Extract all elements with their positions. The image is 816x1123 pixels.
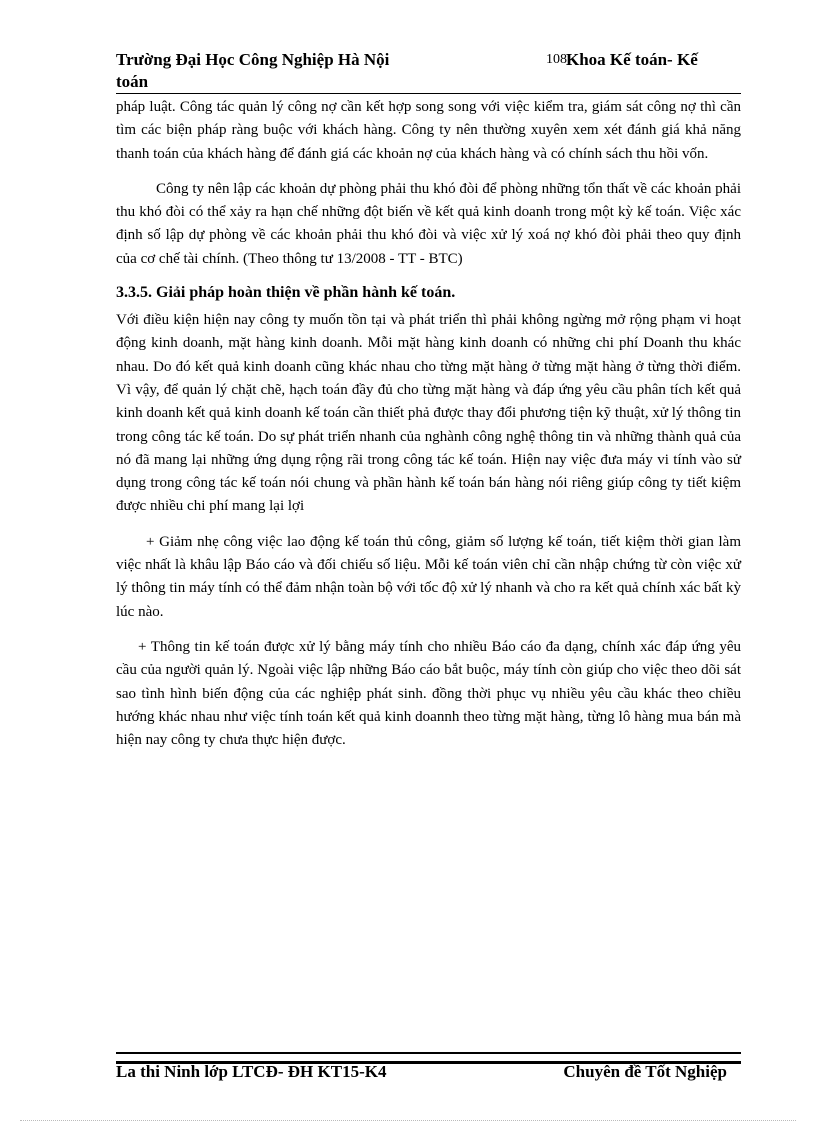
header-divider [116,93,741,94]
paragraph-debt-management: pháp luật. Công tác quản lý công nợ cần kết hợp song song với việc kiểm tra, giám sát công nợ thì cần tìm các biện pháp ràng buộc với khách hàng. Công ty nên thường xuyên xem xét đánh giá khả năng thanh toán của khách hàng để đánh giá các khoản nợ của khách hàng và có chính sách thu hồi vốn. [116,99,741,162]
student-info: La thi Ninh lớp LTCĐ- ĐH KT15-K4 [116,1062,387,1081]
page-number: 108 [546,52,567,67]
page-footer [116,1062,741,1086]
department-name-continued: toán [116,72,149,91]
page-header [116,50,741,94]
paragraph-benefit-2: + Thông tin kế toán được xử lý bằng máy tính cho nhiều Báo cáo đa dạng, chính xác đáp ứng yêu cầu của người quản lý. Ngoài việc lập những Báo cáo bắt buộc, máy tính còn giúp cho việc theo dõi sát sao tình hình biến động của các nghiệp phát sinh. đồng thời phục vụ nhiều yêu cầu khác theo chiều hướng khác nhau như việc tính toán kết quả kinh doannh theo từng mặt hàng, từng lô hàng mua bán mà hiện nay công ty chưa thực hiện được. [116,638,741,749]
department-name: Khoa Kế toán- Kế [566,50,698,69]
page-edge-dotted-line [20,1120,796,1121]
school-name: Trường Đại Học Công Nghiệp Hà Nội [116,50,390,69]
section-heading: 3.3.5. Giải pháp hoàn thiện về phần hành kế toán. [116,284,456,302]
thesis-title: Chuyên đề Tốt Nghiệp [563,1062,727,1081]
page-body [116,96,741,752]
paragraph-bad-debt-provision: Công ty nên lập các khoản dự phòng phải thu khó đòi để phòng những tổn thất về các khoản phải thu khó đòi có thể xảy ra hạn chế những đột biến về kết quả kinh doanh trong một kỳ kế toán. Việc xác định số lập dự phòng về các khoản phải thu khó đòi và việc xử lý xoá nợ khó đòi phải theo quy định của cơ chế tài chính. (Theo thông tư 13/2008 - TT - BTC) [116,180,741,267]
paragraph-accounting-solution: Với điều kiện hiện nay công ty muốn tồn tại và phát triển thì phải không ngừng mở rộng phạm vi hoạt động kinh doanh, mặt hàng kinh doanh. Mỗi mặt hàng kinh doanh có những chi phí Doanh thu khác nhau. Do đó kết quả kinh doanh cũng khác nhau cho từng mặt hàng ở từng mặt hàng ở từng thời điểm. Vì vậy, để quản lý chặt chẽ, hạch toán đầy đủ cho từng mặt hàng và đáp ứng yêu cầu phân tích kết quả kinh doanh kết quả kinh doanh kế toán cần thiết phả được thay đổi phương tiện kỹ thuật, xử lý thông tin trong công tác kế toán. Do sự phát triển nhanh của nghành công nghệ thông tin và những thành quả của nó đã mang lại những ứng dụng rộng rãi trong công tác kế toán. Hiện nay việc đưa máy vi tính vào sử dụng trong công tác kế toán nói chung và phần hành kế toán bán hàng nói riêng giúp công ty tiết kiệm được nhiều chi phí mang lại lợi [116,312,741,515]
paragraph-benefit-1: + Giảm nhẹ công việc lao động kế toán thủ công, giảm số lượng kế toán, tiết kiệm thời gian làm việc nhất là khâu lập Báo cáo và đối chiếu số liệu. Mỗi kế toán viên chỉ cần nhập chứng từ còn việc xử lý thông tin máy tính có thể đảm nhận toàn bộ với tốc độ xử lý nhanh và cho ra kết quả chính xác bất kỳ lúc nào. [116,533,741,620]
